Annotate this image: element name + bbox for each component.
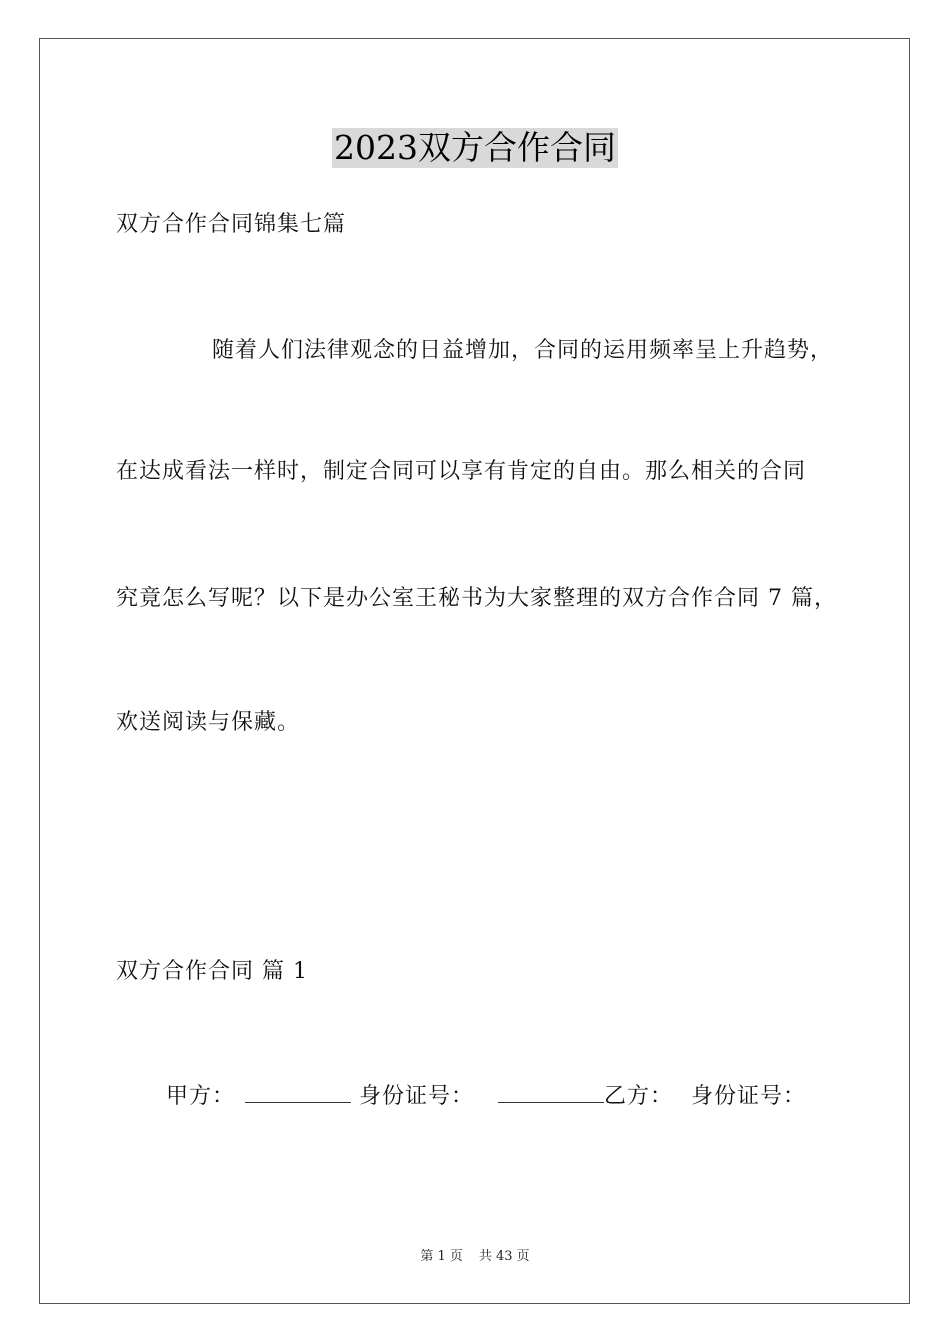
party-b-label: 乙方： xyxy=(604,1084,674,1109)
page-number: 第 1 页 xyxy=(420,1249,463,1264)
intro-line-4: 欢送阅读与保藏。 xyxy=(116,710,301,735)
parties-line xyxy=(166,1082,806,1112)
document-title: 2023双方合作合同 xyxy=(334,128,616,167)
section-heading: 双方合作合同 篇 1 xyxy=(116,959,308,984)
id-blank-1 xyxy=(498,1082,604,1103)
party-a-label: 甲方： xyxy=(166,1084,236,1109)
page-total: 共 43 页 xyxy=(478,1249,530,1264)
title-container xyxy=(0,128,950,168)
document-subtitle: 双方合作合同锦集七篇 xyxy=(116,212,347,237)
id-label-1: 身份证号： xyxy=(359,1084,475,1109)
page-footer xyxy=(0,1248,950,1266)
intro-line-1: 随着人们法律观念的日益增加，合同的运用频率呈上升趋势， xyxy=(212,338,834,363)
party-a-blank xyxy=(245,1082,351,1103)
intro-line-2: 在达成看法一样时，制定合同可以享有肯定的自由。那么相关的合同 xyxy=(116,459,807,484)
id-label-2: 身份证号： xyxy=(691,1084,807,1109)
intro-line-3: 究竟怎么写呢？以下是办公室王秘书为大家整理的双方合作合同 7 篇， xyxy=(116,586,837,611)
